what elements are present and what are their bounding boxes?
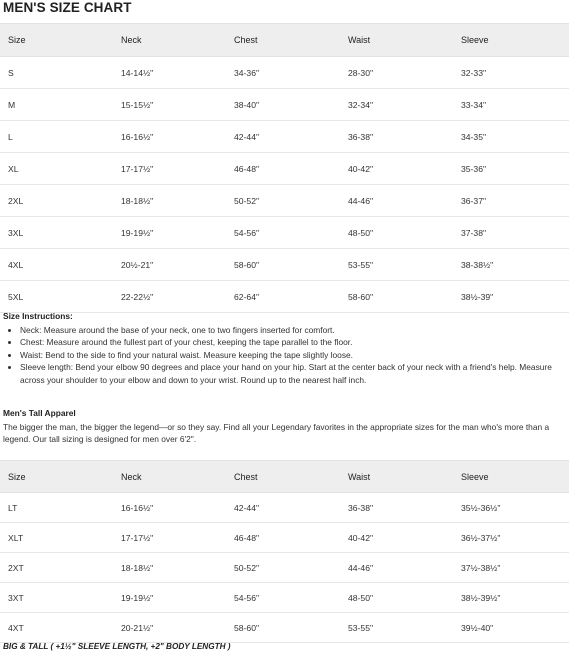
cell-chest: 34-36" <box>226 57 340 89</box>
cell-neck: 22-22½" <box>113 281 226 313</box>
cell-waist: 36-38" <box>340 121 453 153</box>
table-row <box>0 89 569 121</box>
cell-size: 3XT <box>0 583 113 613</box>
cell-size: XLT <box>0 523 113 553</box>
cell-sleeve: 38-38½" <box>453 249 569 281</box>
cell-neck: 14-14½" <box>113 57 226 89</box>
cell-waist: 40-42" <box>340 523 453 553</box>
instruction-sleeve: • Sleeve length: Bend your elbow 90 degrees and place your hand on your hip. Start at the center back of your neck with a friend's help. Measure across your shoulder to your elbow and down to your wrist. Round up to the nearest half inch. <box>20 361 563 386</box>
cell-size: XL <box>0 153 113 185</box>
cell-size: L <box>0 121 113 153</box>
header-neck: Neck <box>113 461 226 493</box>
cell-neck: 16-16½" <box>113 121 226 153</box>
cell-waist: 40-42" <box>340 153 453 185</box>
cell-sleeve: 38½-39½" <box>453 583 569 613</box>
cell-chest: 50-52" <box>226 185 340 217</box>
cell-chest: 46-48" <box>226 153 340 185</box>
table-row <box>0 57 569 89</box>
table-header-row <box>0 461 569 493</box>
cell-waist: 48-50" <box>340 583 453 613</box>
cell-sleeve: 32-33" <box>453 57 569 89</box>
cell-size: 2XT <box>0 553 113 583</box>
cell-neck: 17-17½" <box>113 523 226 553</box>
table-row <box>0 217 569 249</box>
cell-chest: 50-52" <box>226 553 340 583</box>
cell-sleeve: 38½-39" <box>453 281 569 313</box>
cell-sleeve: 37-38" <box>453 217 569 249</box>
cell-neck: 20-21½" <box>113 613 226 643</box>
cell-neck: 18-18½" <box>113 185 226 217</box>
instruction-neck: • Neck: Measure around the base of your neck, one to two fingers inserted for comfort. <box>20 324 563 337</box>
cell-chest: 54-56" <box>226 217 340 249</box>
cell-neck: 15-15½" <box>113 89 226 121</box>
cell-neck: 18-18½" <box>113 553 226 583</box>
cell-size: 2XL <box>0 185 113 217</box>
table-row <box>0 121 569 153</box>
instructions-list <box>3 324 563 387</box>
cell-sleeve: 37½-38½" <box>453 553 569 583</box>
instruction-waist: • Waist: Bend to the side to find your natural waist. Measure keeping the tape slightly loose. <box>20 349 563 362</box>
cell-chest: 62-64" <box>226 281 340 313</box>
cell-size: 3XL <box>0 217 113 249</box>
table-row <box>0 281 569 313</box>
table-row <box>0 185 569 217</box>
header-waist: Waist <box>340 461 453 493</box>
cell-sleeve: 36½-37½" <box>453 523 569 553</box>
cell-chest: 42-44" <box>226 121 340 153</box>
cell-waist: 44-46" <box>340 553 453 583</box>
header-sleeve: Sleeve <box>453 461 569 493</box>
cell-waist: 48-50" <box>340 217 453 249</box>
tall-apparel-section <box>3 407 559 446</box>
cell-chest: 58-60" <box>226 613 340 643</box>
table-row <box>0 493 569 523</box>
cell-size: 4XL <box>0 249 113 281</box>
cell-waist: 28-30" <box>340 57 453 89</box>
cell-size: LT <box>0 493 113 523</box>
cell-sleeve: 35-36" <box>453 153 569 185</box>
cell-neck: 17-17½" <box>113 153 226 185</box>
header-size: Size <box>0 24 113 57</box>
cell-neck: 20½-21" <box>113 249 226 281</box>
cell-chest: 58-60" <box>226 249 340 281</box>
cell-chest: 42-44" <box>226 493 340 523</box>
cell-size: 4XT <box>0 613 113 643</box>
cell-size: S <box>0 57 113 89</box>
cell-sleeve: 39½-40" <box>453 613 569 643</box>
instruction-chest: • Chest: Measure around the fullest part of your chest, keeping the tape parallel to the floor. <box>20 336 563 349</box>
big-tall-footnote: BIG & TALL ( +1½" SLEEVE LENGTH, +2" BODY LENGTH ) <box>3 642 231 651</box>
cell-size: 5XL <box>0 281 113 313</box>
cell-waist: 32-34" <box>340 89 453 121</box>
cell-waist: 36-38" <box>340 493 453 523</box>
cell-neck: 19-19½" <box>113 583 226 613</box>
cell-waist: 53-55" <box>340 249 453 281</box>
cell-sleeve: 36-37" <box>453 185 569 217</box>
header-sleeve: Sleeve <box>453 24 569 57</box>
tall-size-table <box>0 460 569 643</box>
instructions-heading: Size Instructions: <box>3 311 73 321</box>
cell-chest: 38-40" <box>226 89 340 121</box>
table-row <box>0 553 569 583</box>
tall-heading: Men's Tall Apparel <box>3 408 76 418</box>
cell-sleeve: 33-34" <box>453 89 569 121</box>
header-neck: Neck <box>113 24 226 57</box>
cell-waist: 44-46" <box>340 185 453 217</box>
cell-waist: 58-60" <box>340 281 453 313</box>
table-row <box>0 583 569 613</box>
size-instructions <box>3 310 563 387</box>
header-waist: Waist <box>340 24 453 57</box>
cell-sleeve: 34-35" <box>453 121 569 153</box>
header-chest: Chest <box>226 461 340 493</box>
cell-chest: 54-56" <box>226 583 340 613</box>
page-title: MEN'S SIZE CHART <box>3 0 132 15</box>
cell-neck: 16-16½" <box>113 493 226 523</box>
table-row <box>0 153 569 185</box>
cell-sleeve: 35½-36½" <box>453 493 569 523</box>
table-row <box>0 613 569 643</box>
table-row <box>0 523 569 553</box>
table-header-row <box>0 24 569 57</box>
main-size-table <box>0 23 569 313</box>
cell-waist: 53-55" <box>340 613 453 643</box>
table-row <box>0 249 569 281</box>
cell-size: M <box>0 89 113 121</box>
cell-neck: 19-19½" <box>113 217 226 249</box>
tall-description: The bigger the man, the bigger the legend—or so they say. Find all your Legendary favorites in the appropriate sizes for the man who's more than a legend. Our tall sizing is designed for men over 6'2". <box>3 421 550 445</box>
header-chest: Chest <box>226 24 340 57</box>
cell-chest: 46-48" <box>226 523 340 553</box>
header-size: Size <box>0 461 113 493</box>
